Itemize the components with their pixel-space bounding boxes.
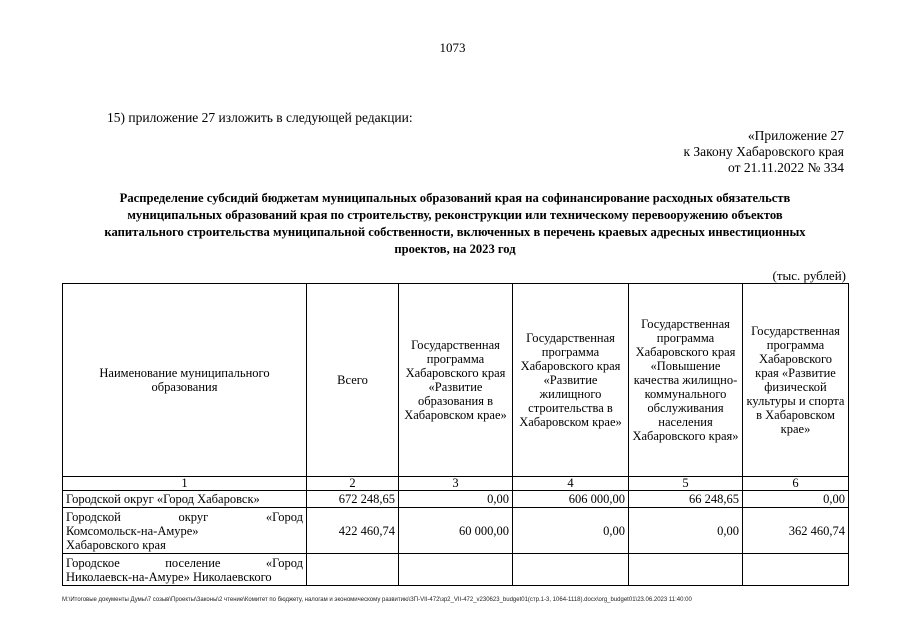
appendix-reference [683,128,844,176]
column-number: 1 [63,477,307,491]
subsidy-table [62,283,849,586]
municipality-name [63,554,307,586]
value-cell: 0,00 [399,491,513,508]
file-path-footer: М:\Итоговые документы Думы\7 созыв\Проекты\Законы\2 чтение\Комитет по бюджету, налогам и экономическому развитию\ЗП-VII-472\зр2_VII-472_v230623_budget01(стр.1-3, 1064-1118).docx\org_budget01\23.06.2023 11:40:00 [62,597,692,603]
header-cell: Государственная программа Хабаровского края «Развитие образования в Хабаровском крае» [399,284,513,477]
appendix-line: от 21.11.2022 № 334 [728,160,844,175]
column-number: 4 [513,477,629,491]
column-number: 5 [629,477,743,491]
header-cell: Наименование муниципального образования [63,284,307,477]
table-row [63,554,849,586]
document-title [60,190,850,258]
value-cell: 422 460,74 [307,508,399,554]
name-line: Городской округ «Город [66,509,303,524]
header-cell: Государственная программа Хабаровского края «Развитие физической культуры и спорта в Хабаровском крае» [743,284,849,477]
appendix-line: к Закону Хабаровского края [683,144,844,159]
header-cell: Государственная программа Хабаровского края «Развитие жилищного строительства в Хабаровском крае» [513,284,629,477]
name-line: Николаевск-на-Амуре» Николаевского [66,569,272,584]
value-cell: 66 248,65 [629,491,743,508]
units-label: (тыс. рублей) [772,268,846,283]
table-row [63,491,849,508]
value-cell [629,554,743,586]
table-header-row [63,284,849,477]
column-number: 3 [399,477,513,491]
header-cell: Всего [307,284,399,477]
header-cell: Государственная программа Хабаровского края «Повышение качества жилищно-коммунального обслуживания населения Хабаровского края» [629,284,743,477]
column-number: 2 [307,477,399,491]
name-line: Хабаровского края [66,537,166,552]
value-cell: 0,00 [629,508,743,554]
value-cell: 0,00 [743,491,849,508]
title-line: муниципальных образований края по строительству, реконструкции или техническому перевооружению объектов [127,208,783,222]
value-cell: 606 000,00 [513,491,629,508]
municipality-name [63,508,307,554]
name-line: Городское поселение «Город [66,555,303,570]
title-line: проектов, на 2023 год [394,242,516,256]
page-number: 1073 [439,40,466,55]
value-cell: 672 248,65 [307,491,399,508]
title-line: Распределение субсидий бюджетам муниципальных образований края на софинансирование расходных обязательств [119,191,791,205]
value-cell [399,554,513,586]
appendix-line: «Приложение 27 [747,128,844,143]
value-cell [513,554,629,586]
name-line: Комсомольск-на-Амуре» [66,523,199,538]
title-line: капитального строительства муниципальной собственности, включенных в перечень краевых адресных инвестиционных [104,225,806,239]
intro-text: 15) приложение 27 изложить в следующей редакции: [107,110,413,125]
value-cell [743,554,849,586]
column-number: 6 [743,477,849,491]
value-cell: 0,00 [513,508,629,554]
municipality-name: Городской округ «Город Хабаровск» [63,491,307,508]
value-cell: 60 000,00 [399,508,513,554]
value-cell: 362 460,74 [743,508,849,554]
table-row [63,508,849,554]
column-number-row [63,477,849,491]
value-cell [307,554,399,586]
